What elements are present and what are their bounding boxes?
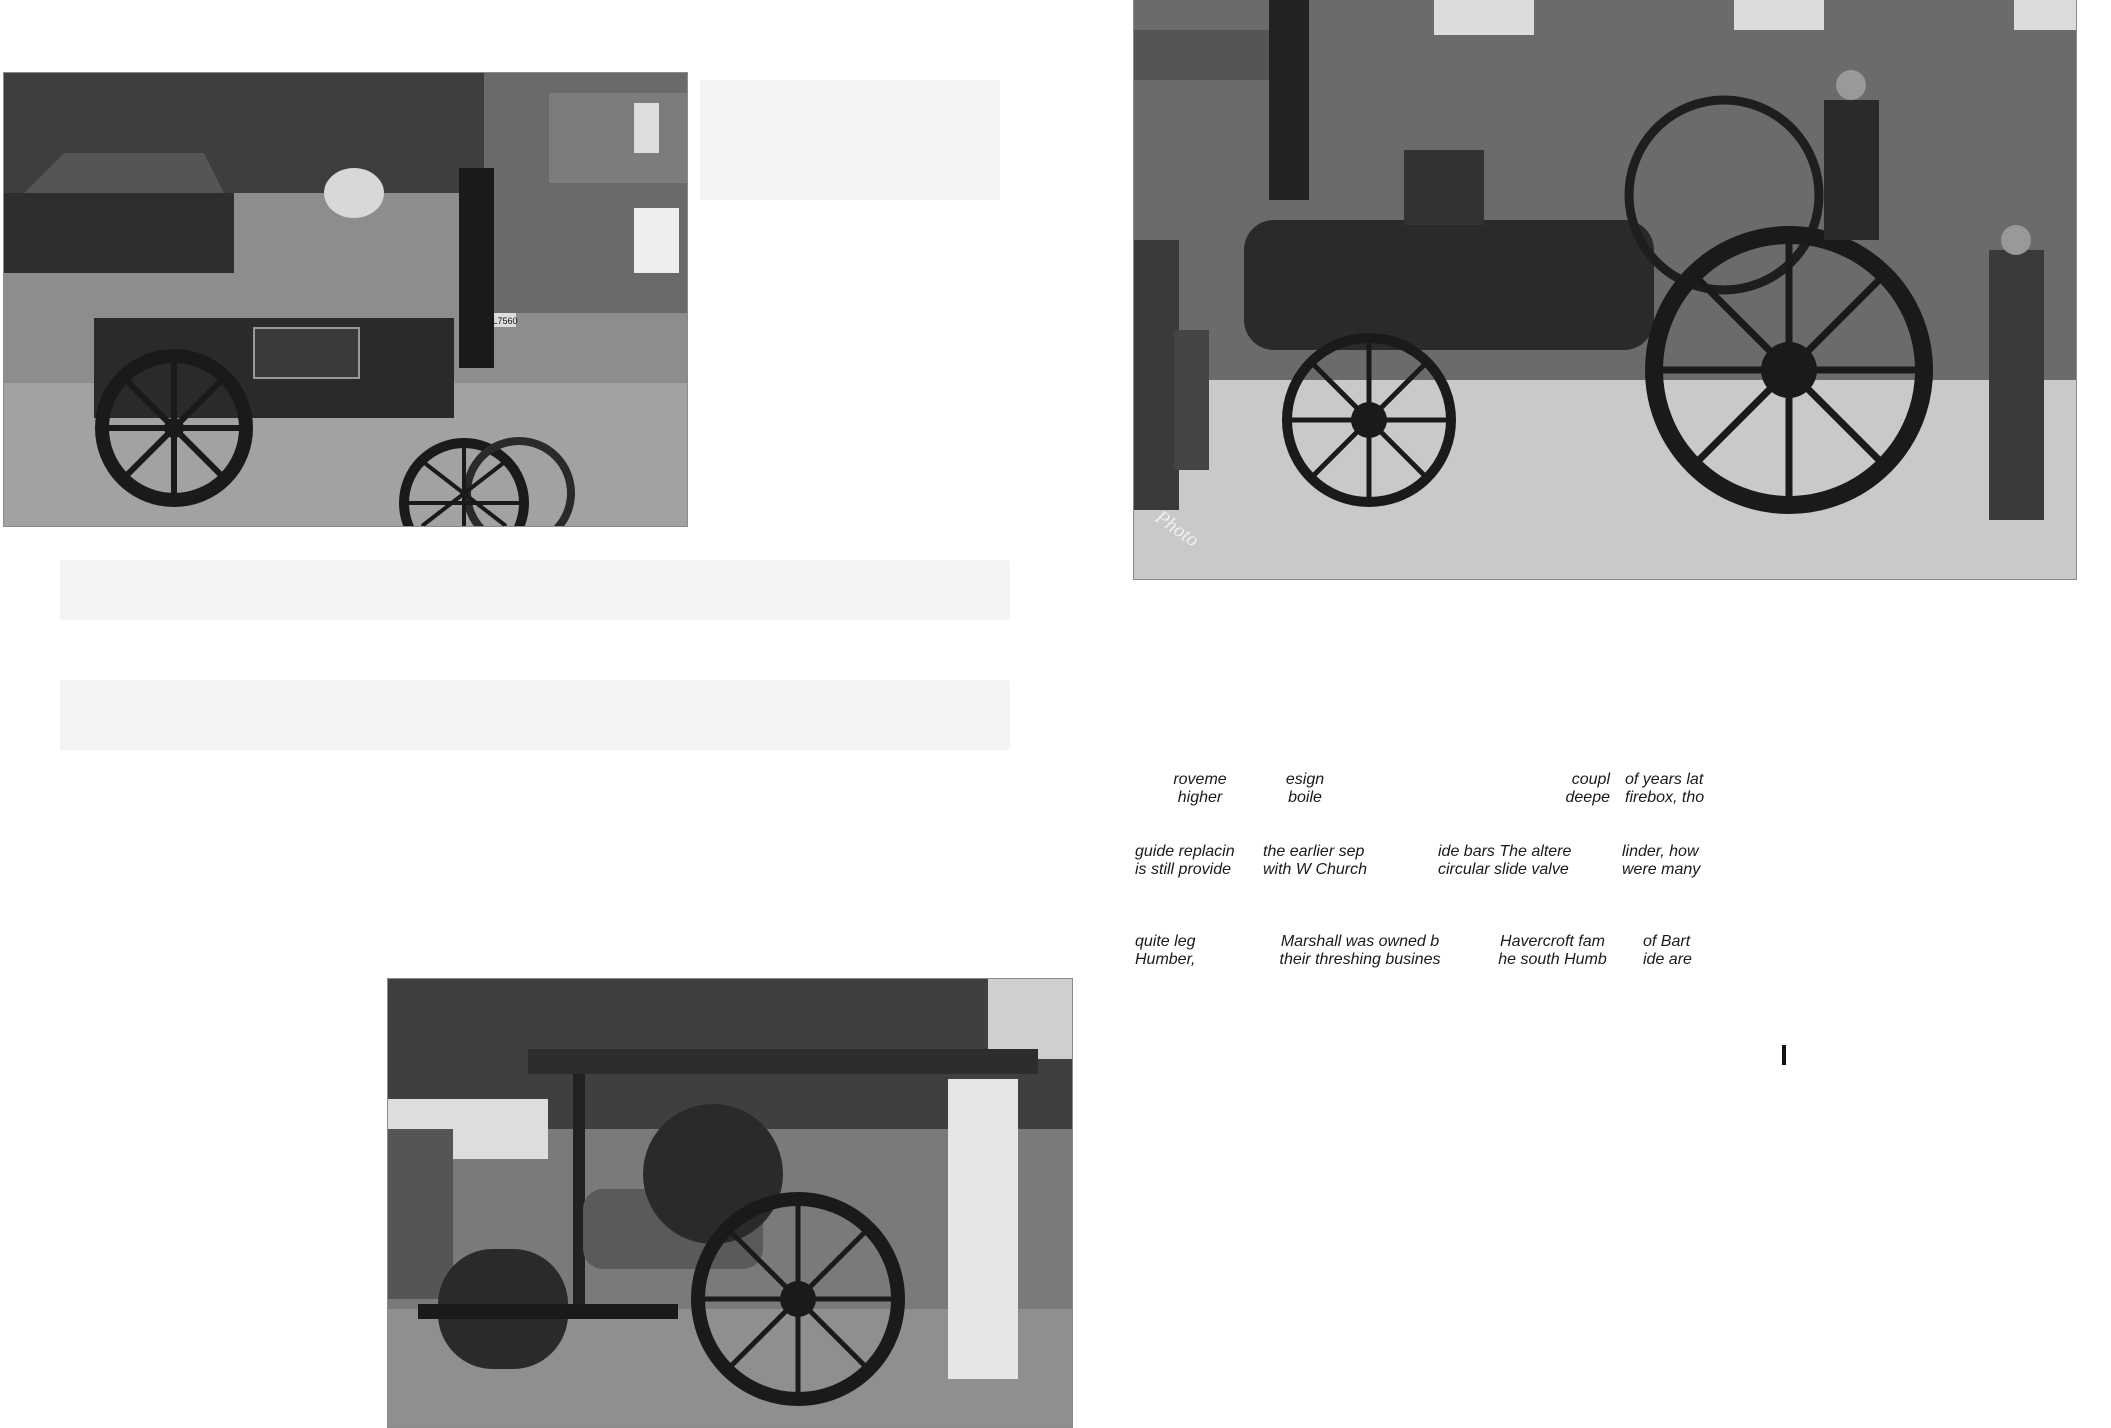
ghost-text-band: [60, 680, 1010, 750]
registration-plate: L7560: [492, 316, 518, 326]
ghost-text-band: [700, 80, 1000, 200]
photo-traction-engine-yard: [3, 72, 688, 527]
text-fragment: quite leg Humber,: [1135, 933, 1196, 968]
ghost-text-band: [60, 560, 1010, 620]
text-fragment: roveme higher: [1173, 771, 1227, 806]
text-fragment: linder, how were many: [1622, 843, 1701, 878]
text-fragment: the earlier sep with W Church: [1263, 843, 1368, 878]
margin-mark: [1782, 1045, 1786, 1065]
text-fragment: of Bart ide are: [1643, 933, 1692, 968]
text-fragment: coupl deepe: [1565, 771, 1610, 806]
text-fragment: Marshall was owned b their threshing busines: [1279, 933, 1441, 968]
photo-steam-roller: [387, 978, 1073, 1428]
photographer-stamp: Photo: [1151, 506, 1203, 552]
text-fragment: guide replacin is still provide: [1135, 843, 1235, 878]
text-fragment: Havercroft fam he south Humb: [1498, 933, 1607, 968]
photo-historic-engine-with-men: [1133, 0, 2077, 580]
text-fragment: esign boile: [1285, 771, 1325, 806]
text-fragment: of years lat firebox, tho: [1625, 771, 1705, 806]
text-fragment: ide bars The altere circular slide valve: [1438, 843, 1572, 878]
